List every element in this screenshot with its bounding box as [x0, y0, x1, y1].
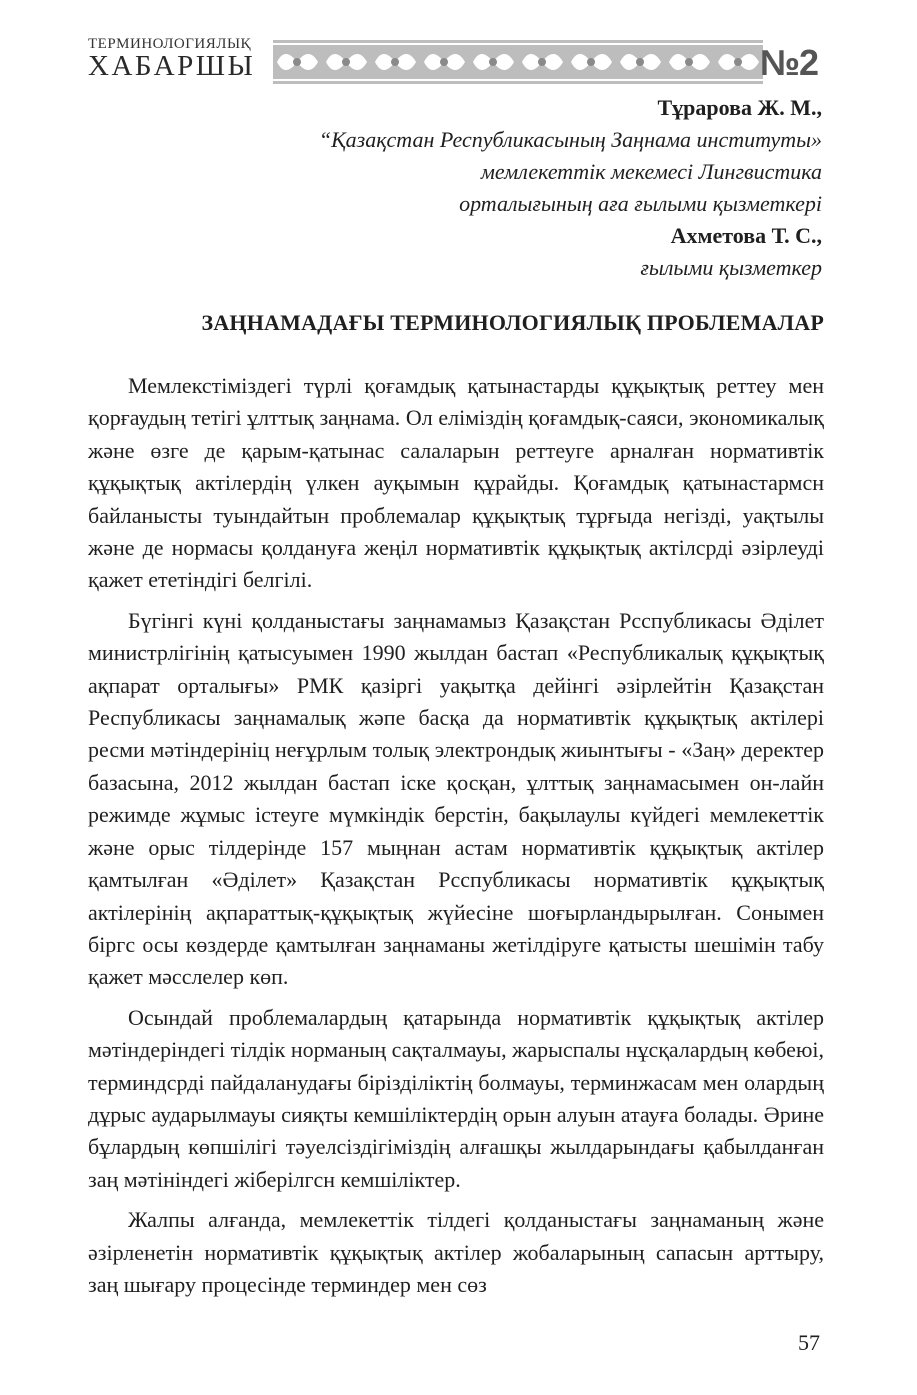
ornament-band	[273, 40, 763, 84]
paragraph: Мемлекстіміздегі түрлі қоғамдық қатынастарды құқықтық реттеу мен қорғаудың тетігі ұлттық заңнама. Ол еліміздің қоғамдық-саяси, экономикалық және өзге де қарым-қатынас салаларын реттеуге арналған нормативтік құқықтық актілердің үлкен ауқымын құрайды. Қоғамдық қатынастармсн байланысты туындайтын проблемалар құқықтық тұрғыда негізді, уақтылы және де нормасы қолдануға жеңіл нормативтік құқықтық актілсрді әзірлеуді қажет ететіндігі белгілі.	[88, 373, 824, 593]
paragraph: Бүгінгі күні қолданыстағы заңнамамыз Қазақстан Рсспубликасы Әділет министрлігінің қатысуымен 1990 жылдан бастап «Республикалық құқықтық ақпарат орталығы» РМК қазіргі уақытқа дейінгі әзірлейтін Қазақстан Республикасы заңнамалық жәпе басқа да нормативтік құқықтық актілері ресми мәтіндерініц неғұрлым толық электрондық жиынтығы - «Заң» деректер базасына, 2012 жылдан бастап іске қосқан, ұлттық заңнамасымен он-лайн режимде жұмыс істеуге мүмкіндік берстін, бақылаулы күйдегі мемлекеттік және орыс тілдерінде 157 мыңнан астам нормативтік құқықтық актілер қамтылған «Әділет» Қазақстан Рсспубликасы нормативтік құқықтық актілерінің ақпараттық-құқықтық жүйесіне шоғырландырылған. Сонымен біргс осы көздерде қамтылған заңнаманы жетілдіруге қатысты шешімін табу қажет мәсслелер көп.	[88, 607, 824, 990]
article-title: ЗАҢНАМАДАҒЫ ТЕРМИНОЛОГИЯЛЫҚ ПРОБЛЕМАЛАР	[201, 310, 824, 335]
journal-title-line1: ТЕРМИНОЛОГИЯЛЫҚ	[88, 36, 252, 52]
author-name: Ахметова Т. С.,	[670, 223, 822, 248]
journal-title-line2: ХАБАРШЫ	[88, 50, 256, 82]
author-affiliation: ғылыми қызметкер	[640, 255, 822, 280]
issue-number: №2	[759, 42, 818, 83]
author-affiliation: “Қазақстан Республикасының Заңнама институты»	[318, 127, 822, 152]
paragraph: Жалпы алғанда, мемлекеттік тілдегі қолданыстағы заңнаманың және әзірленетін нормативтік құқықтық актілер жобаларының сапасын арттыру, заң шығару процесінде терминдер мен сөз	[88, 1207, 824, 1297]
paragraph: Осындай проблемалардың қатарында нормативтік құқықтық актілер мәтіндеріндегі тілдік норманың сақталмауы, жарыспалы нұсқалардың көбеюі, терминдсрді пайдаланудағы бірізділіктің болмауы, терминжасам мен олардың дұрыс аударылмауы сияқты кемшіліктердің орын алуын атауға болады. Әрине бұлардың көпшілігі тәуелсіздігіміздің алғашқы жылдарындағы қабылданған заң мәтініндегі жіберілгсн кемшіліктер.	[88, 1004, 824, 1192]
journal-header	[88, 30, 828, 86]
author-name: Тұрарова Ж. М.,	[657, 95, 822, 120]
author-affiliation: орталығының аға ғылыми қызметкері	[459, 191, 822, 216]
author-block	[122, 92, 822, 284]
article-body	[88, 370, 824, 1301]
author-affiliation: мемлекеттік мекемесі Лингвистика	[480, 159, 822, 184]
page-number: 57	[798, 1330, 820, 1355]
